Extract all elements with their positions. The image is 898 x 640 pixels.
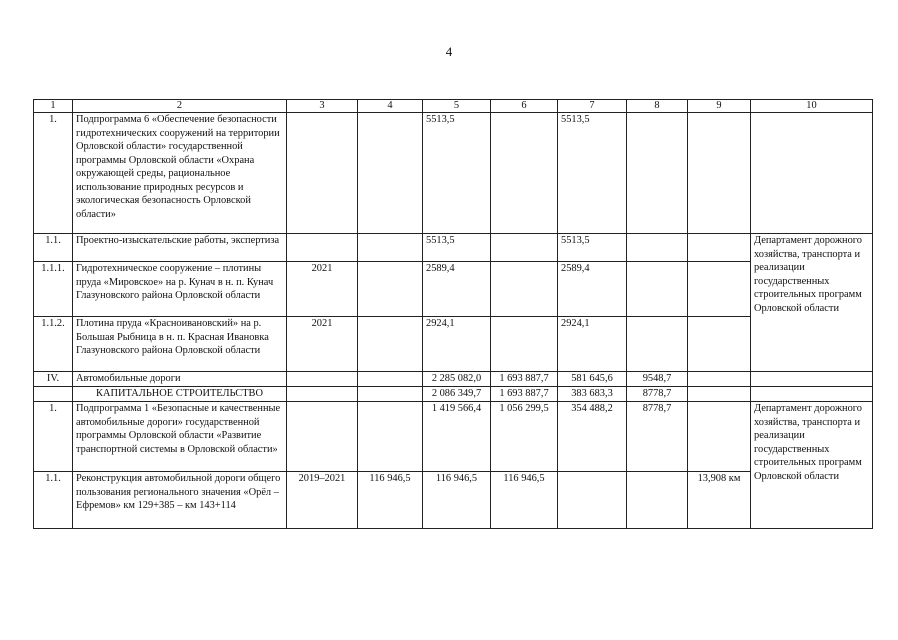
table-row [34,262,873,317]
row-name: Плотина пруда «Красноивановский» на р. Большая Рыбница в н. п. Красная Ивановка Глазуновского района Орловской области [73,317,287,372]
cell-years [287,387,358,402]
cell-federal: 116 946,5 [491,472,558,529]
cell-cost [358,234,423,262]
row-number [34,387,73,402]
row-name: Реконструкция автомобильной дороги общего пользования регионального значения «Орёл – Ефремов» км 129+385 – км 143+114 [73,472,287,529]
cell-cost [358,402,423,472]
header-cell: 5 [423,100,491,113]
cell-federal: 1 693 887,7 [491,372,558,387]
page-number: 4 [445,44,453,59]
cell-total: 2589,4 [423,262,491,317]
cell-total: 5513,5 [423,113,491,234]
program-table [33,99,873,529]
cell-regional [558,472,627,529]
cell-total: 116 946,5 [423,472,491,529]
cell-federal [491,262,558,317]
cell-executor [751,387,873,402]
cell-cost [358,262,423,317]
cell-local [627,113,688,234]
cell-local: 8778,7 [627,402,688,472]
row-number: 1.1.2. [34,317,73,372]
table-row [34,113,873,234]
cell-capacity [688,262,751,317]
row-number: 1.1. [34,234,73,262]
table-row [34,234,873,262]
header-cell: 1 [34,100,73,113]
cell-total: 5513,5 [423,234,491,262]
table-row [34,317,873,372]
cell-years: 2019–2021 [287,472,358,529]
cell-capacity: 13,908 км [688,472,751,529]
header-cell: 3 [287,100,358,113]
cell-local: 8778,7 [627,387,688,402]
cell-regional: 5513,5 [558,113,627,234]
cell-regional: 383 683,3 [558,387,627,402]
cell-executor [751,113,873,234]
header-cell: 9 [688,100,751,113]
row-number: IV. [34,372,73,387]
cell-total: 2 285 082,0 [423,372,491,387]
row-name: Проектно-изыскательские работы, экспертиза [73,234,287,262]
cell-regional: 2589,4 [558,262,627,317]
cell-years: 2021 [287,317,358,372]
cell-federal [491,234,558,262]
row-name: Гидротехническое сооружение – плотины пруда «Мировское» на р. Кунач в н. п. Кунач Глазуновского района Орловской области [73,262,287,317]
header-cell: 6 [491,100,558,113]
cell-total: 2 086 349,7 [423,387,491,402]
cell-total: 1 419 566,4 [423,402,491,472]
cell-capacity [688,402,751,472]
cell-cost [358,372,423,387]
cell-local [627,472,688,529]
row-number: 1. [34,402,73,472]
header-cell: 10 [751,100,873,113]
cell-cost [358,317,423,372]
table-row [34,387,873,402]
row-name: Автомобильные дороги [73,372,287,387]
cell-years: 2021 [287,262,358,317]
cell-cost [358,113,423,234]
cell-capacity [688,234,751,262]
cell-local [627,317,688,372]
header-cell: 2 [73,100,287,113]
cell-local [627,262,688,317]
cell-federal: 1 693 887,7 [491,387,558,402]
cell-federal [491,113,558,234]
cell-years [287,372,358,387]
cell-regional: 2924,1 [558,317,627,372]
department-cell: Департамент дорожного хозяйства, транспорта и реализации государственных строительных программ Орловской области [751,402,873,529]
row-number: 1.1.1. [34,262,73,317]
department-cell: Департамент дорожного хозяйства, транспорта и реализации государственных строительных программ Орловской области [751,234,873,372]
row-name: Подпрограмма 6 «Обеспечение безопасности гидротехнических сооружений на территории Орловской области» государственной программы Орловской области «Охрана окружающей среды, рациональное использование природных ресурсов и экологическая безопасность Орловской области» [73,113,287,234]
table-row [34,472,873,529]
cell-years [287,234,358,262]
cell-executor [751,372,873,387]
cell-cost: 116 946,5 [358,472,423,529]
cell-capacity [688,387,751,402]
cell-years [287,402,358,472]
cell-total: 2924,1 [423,317,491,372]
cell-regional: 5513,5 [558,234,627,262]
row-name: КАПИТАЛЬНОЕ СТРОИТЕЛЬСТВО [73,387,287,402]
header-cell: 8 [627,100,688,113]
header-cell: 7 [558,100,627,113]
table-row [34,402,873,472]
cell-federal: 1 056 299,5 [491,402,558,472]
cell-local: 9548,7 [627,372,688,387]
cell-local [627,234,688,262]
cell-years [287,113,358,234]
cell-capacity [688,372,751,387]
cell-regional: 354 488,2 [558,402,627,472]
row-name: Подпрограмма 1 «Безопасные и качественные автомобильные дороги» государственной программы Орловской области «Развитие транспортной системы в Орловской области» [73,402,287,472]
table-row [34,372,873,387]
row-number: 1. [34,113,73,234]
cell-capacity [688,113,751,234]
row-number: 1.1. [34,472,73,529]
header-cell: 4 [358,100,423,113]
header-row [34,100,873,113]
cell-regional: 581 645,6 [558,372,627,387]
cell-federal [491,317,558,372]
cell-cost [358,387,423,402]
cell-capacity [688,317,751,372]
